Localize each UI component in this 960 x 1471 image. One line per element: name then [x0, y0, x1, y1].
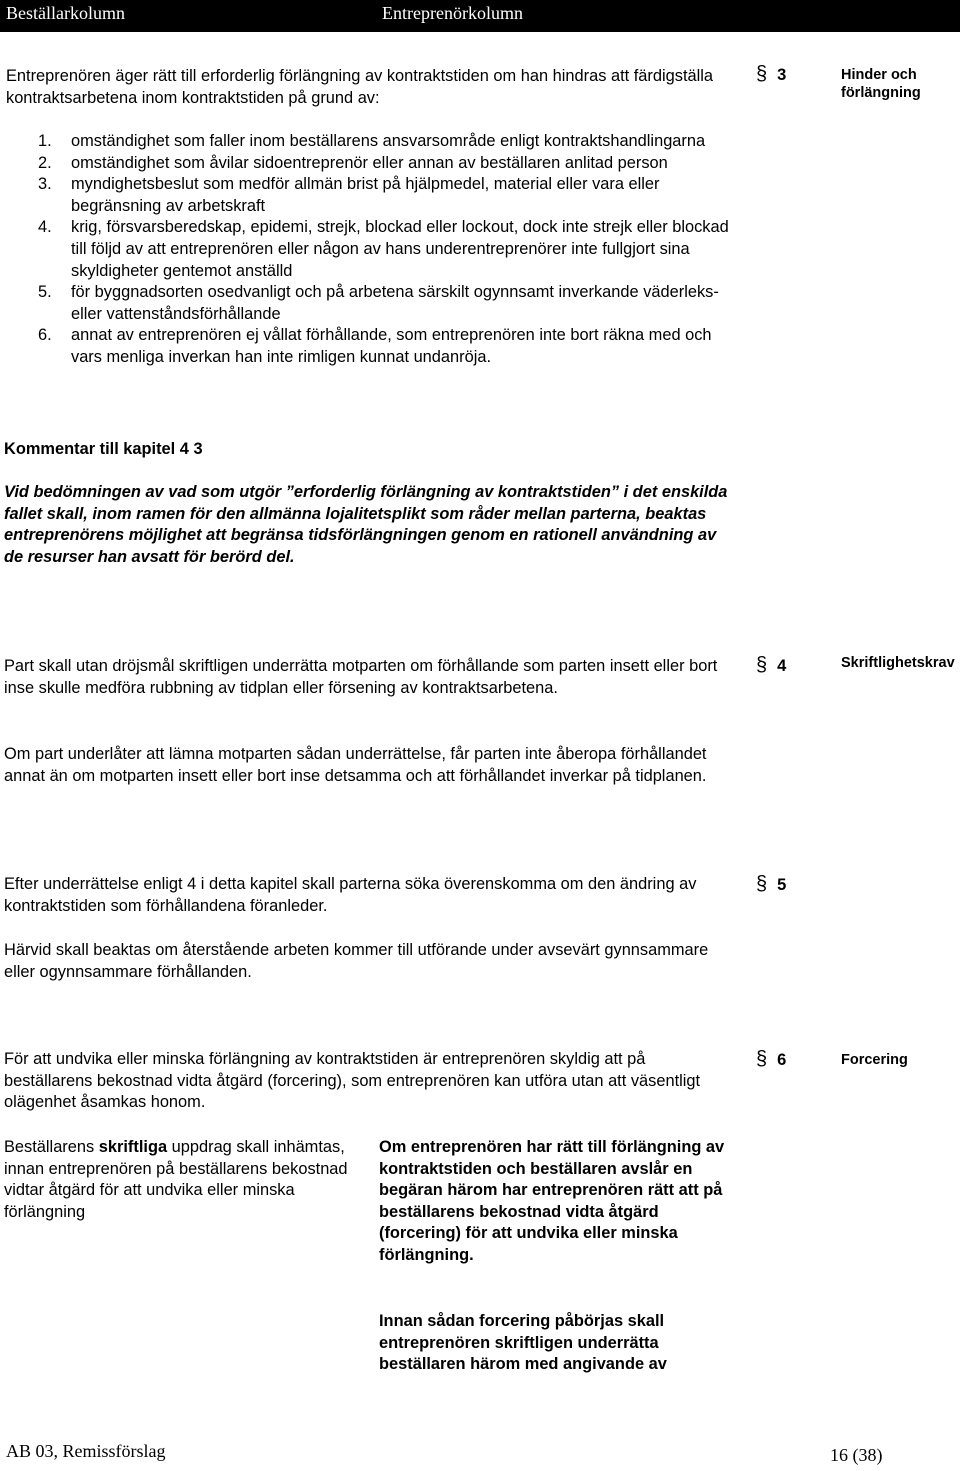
s3-list — [4, 131, 744, 369]
section-sign-icon: § — [756, 873, 768, 895]
s4-paragraph-2: Om part underlåter att lämna motparten sådan underrättelse, får parten inte åberopa förhållandet annat än om motparten insett eller bort inse detsamma och att förhållandet inverkar på tidplanen. — [4, 745, 707, 785]
s6-left-column — [4, 1137, 366, 1223]
footer-page-number: 16 (38) — [830, 1445, 883, 1465]
list-item-text: för byggnadsorten osedvanligt och på arbetena särskilt ogynnsamt inverkande väderleks- eller vattenståndsförhållande — [71, 283, 719, 323]
footer-left: AB 03, Remissförslag — [6, 1441, 166, 1461]
s6-sidenote: Forcering — [841, 1052, 908, 1068]
s6-left-text-1: Beställarens — [4, 1138, 99, 1156]
list-item-text: krig, försvarsberedskap, epidemi, strejk, blockad eller lockout, dock inte strejk eller blockad till följd av att entreprenören eller någon av hans underentreprenörer inte fullgjort sina skyldigheter gentemot anställd — [71, 218, 729, 280]
s4-paragraph-1: Part skall utan dröjsmål skriftligen underrätta motparten om förhållande som parten insett eller bort inse skulle medföra rubbning av tidplan eller försening av kontraktsarbetena. — [4, 657, 718, 697]
comment-title: Kommentar till kapitel 4 3 — [4, 440, 203, 458]
list-item-number: 1. — [38, 132, 52, 150]
list-item-text: omständighet som åvilar sidoentreprenör eller annan av beställaren anlitad person — [71, 153, 668, 172]
list-item-number: 6. — [38, 326, 52, 345]
list-item-number: 4. — [38, 218, 52, 237]
comment-body: Vid bedömningen av vad som utgör ”erforderlig förlängning av kontraktstiden” i det enskilda fallet skall, inom ramen för den allmänna lojalitetsplikt som råder mellan parterna, beaktas entreprenörens möjlighet att begränsa tidsförlängningen genom en rationell användning av de resurser han avsatt för berörd del. — [4, 483, 728, 566]
s5-paragraph-2: Härvid skall beaktas om återstående arbeten kommer till utförande under avsevärt gynnsammare eller ogynnsammare förhållanden. — [4, 941, 709, 981]
s6-paragraph-1: För att undvika eller minska förlängning av kontraktstiden är entreprenören skyldig att på beställarens bekostnad vidta åtgärd (forcering), som entreprenören kan utföra utan att väsentligt olägenhet åsamkas honom. — [4, 1050, 701, 1112]
list-item — [4, 325, 744, 368]
s4-sidenote: Skriftlighetskrav — [841, 655, 955, 671]
list-item-text: annat av entreprenören ej vållat förhållande, som entreprenören inte bort räkna med och vars menliga inverkan han inte rimligen kunnat undanröja. — [71, 326, 712, 366]
section-sign-icon: § — [756, 654, 768, 676]
section-sign-icon: § — [756, 1048, 768, 1070]
list-item — [4, 282, 744, 325]
list-item — [4, 217, 744, 282]
s6-left-text-2: uppdrag skall inhämtas, innan entreprenören på beställarens bekostnad vidtar åtgärd för att undvika eller minska förlängning — [4, 1138, 348, 1221]
header-left-label: Beställarkolumn — [6, 3, 125, 23]
s6-left-bold: skriftliga — [98, 1138, 168, 1156]
list-item-text: myndighetsbeslut som medför allmän brist på hjälpmedel, material eller vara eller begränsning av arbetskraft — [71, 175, 660, 215]
list-item-number: 5. — [38, 283, 52, 302]
list-item — [4, 153, 744, 175]
header-right — [382, 0, 960, 32]
header-right-label: Entreprenörkolumn — [382, 3, 523, 23]
s6-number — [756, 1049, 786, 1071]
header-left — [0, 0, 388, 32]
s6-num-label: 6 — [777, 1051, 787, 1069]
s4-num-label: 4 — [777, 657, 787, 675]
s6-right-paragraph-2: Innan sådan forcering påbörjas skall entreprenören skriftligen underrätta beställaren härom med angivande av — [379, 1312, 667, 1374]
s3-num-label: 3 — [777, 66, 787, 84]
s3-sidenote: Hinder och förlängning — [841, 67, 921, 101]
list-item-text: omständighet som faller inom beställarens ansvarsområde enligt kontraktshandlingarna — [71, 132, 706, 150]
s6-right-paragraph-1: Om entreprenören har rätt till förlängning av kontraktstiden och beställaren avslår en begäran härom har entreprenören rätt att på beställarens bekostnad vidta åtgärd (forcering) för att undvika eller minska förlängning. — [379, 1138, 725, 1264]
list-item — [4, 131, 744, 153]
s5-number — [756, 874, 786, 896]
list-item-number: 3. — [38, 175, 52, 194]
s3-number — [756, 64, 786, 86]
list-item-number: 2. — [38, 153, 52, 172]
s4-number — [756, 655, 786, 677]
s3-intro: Entreprenören äger rätt till erforderlig förlängning av kontraktstiden om han hindras att färdigställa kontraktsarbetena inom kontraktstiden på grund av: — [6, 67, 714, 107]
s5-num-label: 5 — [777, 876, 787, 894]
list-item — [4, 174, 744, 217]
s5-paragraph-1: Efter underrättelse enligt 4 i detta kapitel skall parterna söka överenskomma om den ändring av kontraktstiden som förhållandena föranleder. — [4, 875, 697, 915]
section-sign-icon: § — [756, 63, 768, 85]
